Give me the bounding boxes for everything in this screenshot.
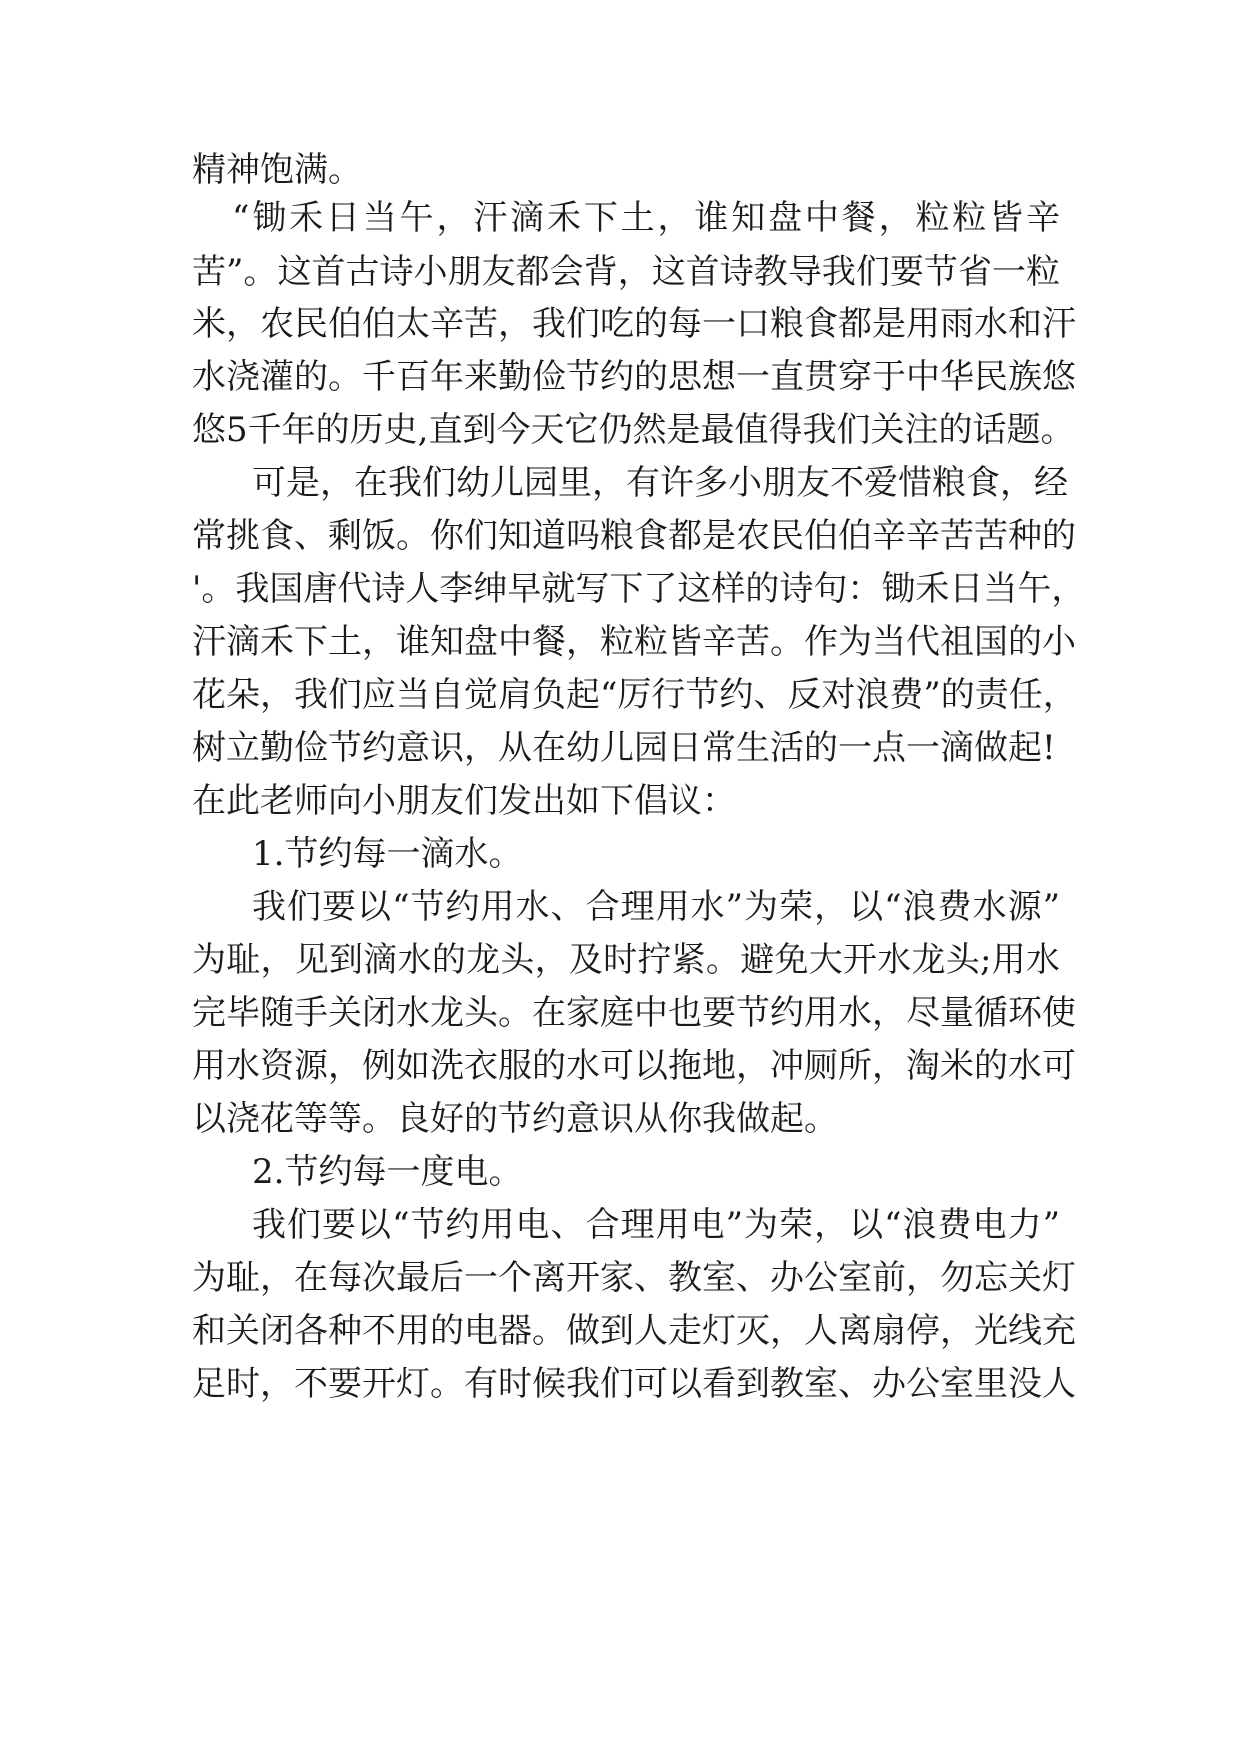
text-line: 常挑食、剩饭。你们知道吗粮食都是农民伯伯辛辛苦苦种的 xyxy=(192,516,1076,556)
text-line: 足时，不要开灯。有时候我们可以看到教室、办公室里没人 xyxy=(192,1364,1076,1404)
text-line: 我们要以“节约用水、合理用水”为荣，以“浪费水源” xyxy=(252,887,1060,927)
text-line: 悠5千年的历史,直到今天它仍然是最值得我们关注的话题。 xyxy=(192,410,1075,450)
text-line: 花朵，我们应当自觉肩负起“厉行节约、反对浪费”的责任， xyxy=(192,675,1077,715)
text-line: 在此老师向小朋友们发出如下倡议： xyxy=(192,781,736,821)
text-line: 汗滴禾下土，谁知盘中餐，粒粒皆辛苦。作为当代祖国的小 xyxy=(192,622,1076,662)
text-line: 完毕随手关闭水龙头。在家庭中也要节约用水，尽量循环使 xyxy=(192,993,1076,1033)
text-line: 树立勤俭节约意识，从在幼儿园日常生活的一点一滴做起! xyxy=(192,728,1056,768)
text-line: 苦”。这首古诗小朋友都会背，这首诗教导我们要节省一粒 xyxy=(192,252,1060,292)
text-line: '。我国唐代诗人李绅早就写下了这样的诗句：锄禾日当午， xyxy=(192,569,1086,609)
text-line: 米，农民伯伯太辛苦，我们吃的每一口粮食都是用雨水和汗 xyxy=(192,304,1076,344)
text-line: 以浇花等等。良好的节约意识从你我做起。 xyxy=(192,1099,838,1139)
text-line: “锄禾日当午，汗滴禾下土，谁知盘中餐，粒粒皆辛 xyxy=(232,198,1060,238)
list-item-heading: 2.节约每一度电。 xyxy=(252,1152,523,1192)
text-line: 为耻，在每次最后一个离开家、教室、办公室前，勿忘关灯 xyxy=(192,1258,1076,1298)
text-line: 和关闭各种不用的电器。做到人走灯灭，人离扇停，光线充 xyxy=(192,1311,1076,1351)
text-line: 我们要以“节约用电、合理用电”为荣，以“浪费电力” xyxy=(252,1205,1060,1245)
list-item-heading: 1.节约每一滴水。 xyxy=(252,834,523,874)
text-line: 为耻，见到滴水的龙头，及时拧紧。避免大开水龙头;用水 xyxy=(192,940,1061,980)
text-line: 可是，在我们幼儿园里，有许多小朋友不爱惜粮食，经 xyxy=(252,463,1068,503)
text-line: 用水资源，例如洗衣服的水可以拖地，冲厕所，淘米的水可 xyxy=(192,1046,1076,1086)
text-line: 精神饱满。 xyxy=(192,150,362,190)
text-line: 水浇灌的。千百年来勤俭节约的思想一直贯穿于中华民族悠 xyxy=(192,357,1076,397)
